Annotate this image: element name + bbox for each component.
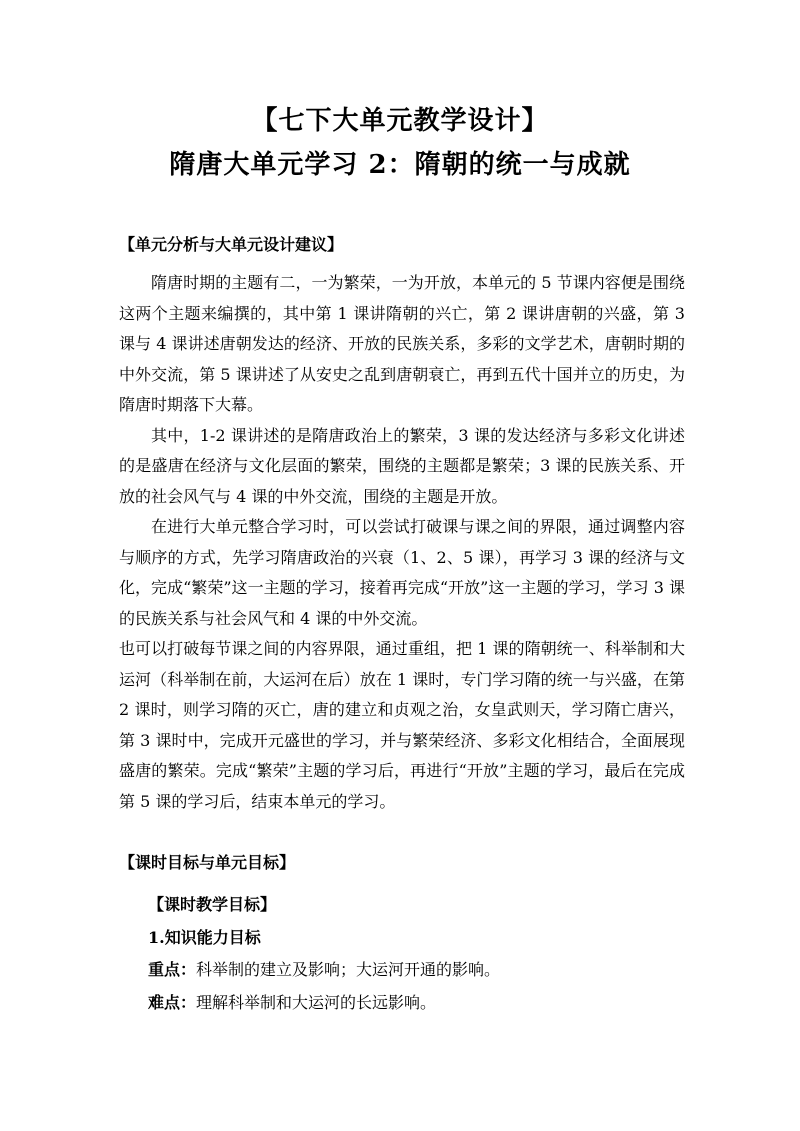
unit-analysis-body [119,268,685,817]
key-point-text: 科举制的建立及影响；大运河开通的影响。 [196,960,501,979]
key-point-line [148,957,500,980]
document-title-line2: 隋唐大单元学习 2：隋朝的统一与成就 [169,150,631,180]
key-point-label: 重点： [148,960,197,979]
subheading-lesson-objectives: 【课时教学目标】 [148,895,277,914]
section-heading-unit-analysis: 【单元分析与大单元设计建议】 [119,235,344,254]
difficult-point-text: 理解科举制和大运河的长远影响。 [196,993,437,1012]
objective-item-knowledge: 1.知识能力目标 [148,928,261,947]
paragraph: 其中，1-2 课讲述的是隋唐政治上的繁荣，3 课的发达经济与多彩文化讲述的是盛唐在经济与文化层面的繁荣，围绕的主题都是繁荣；3 课的民族关系、开放的社会风气与 4 课的中外交流，围绕的主题是开放。 [119,425,685,506]
paragraph: 在进行大单元整合学习时，可以尝试打破课与课之间的界限，通过调整内容与顺序的方式，先学习隋唐政治的兴衰（1、2、5 课），再学习 3 课的经济与文化，完成“繁荣”这一主题的学习，接着再完成“开放”这一主题的学习，学习 3 课的民族关系与社会风气和 4 课的中外交流。 [119,517,685,628]
difficult-point-line [148,990,436,1013]
document-title-line1: 【七下大单元教学设计】 [251,106,549,136]
paragraph: 也可以打破每节课之间的内容界限，通过重组，把 1 课的隋朝统一、科举制和大运河（科举制在前，大运河在后）放在 1 课时，专门学习隋的统一与兴盛，在第 2 课时，则学习隋的灭亡，唐的建立和贞观之治，女皇武则天，学习隋亡唐兴，第 3 课时中，完成开元盛世的学习，并与繁荣经济、多彩文化相结合，全面展现盛唐的繁荣。完成“繁荣”主题的学习后，再进行“开放”主题的学习，最后在完成第 5 课的学习后，结束本单元的学习。 [119,639,685,811]
section-heading-objectives: 【课时目标与单元目标】 [119,853,296,872]
paragraph: 隋唐时期的主题有二，一为繁荣，一为开放，本单元的 5 节课内容便是围绕这两个主题来编撰的，其中第 1 课讲隋朝的兴亡，第 2 课讲唐朝的兴盛，第 3 课与 4 课讲述唐朝发达的经济、开放的民族关系，多彩的文学艺术，唐朝时期的中外交流，第 5 课讲述了从安史之乱到唐朝衰亡，再到五代十国并立的历史，为隋唐时期落下大幕。 [119,273,685,414]
difficult-point-label: 难点： [148,993,197,1012]
